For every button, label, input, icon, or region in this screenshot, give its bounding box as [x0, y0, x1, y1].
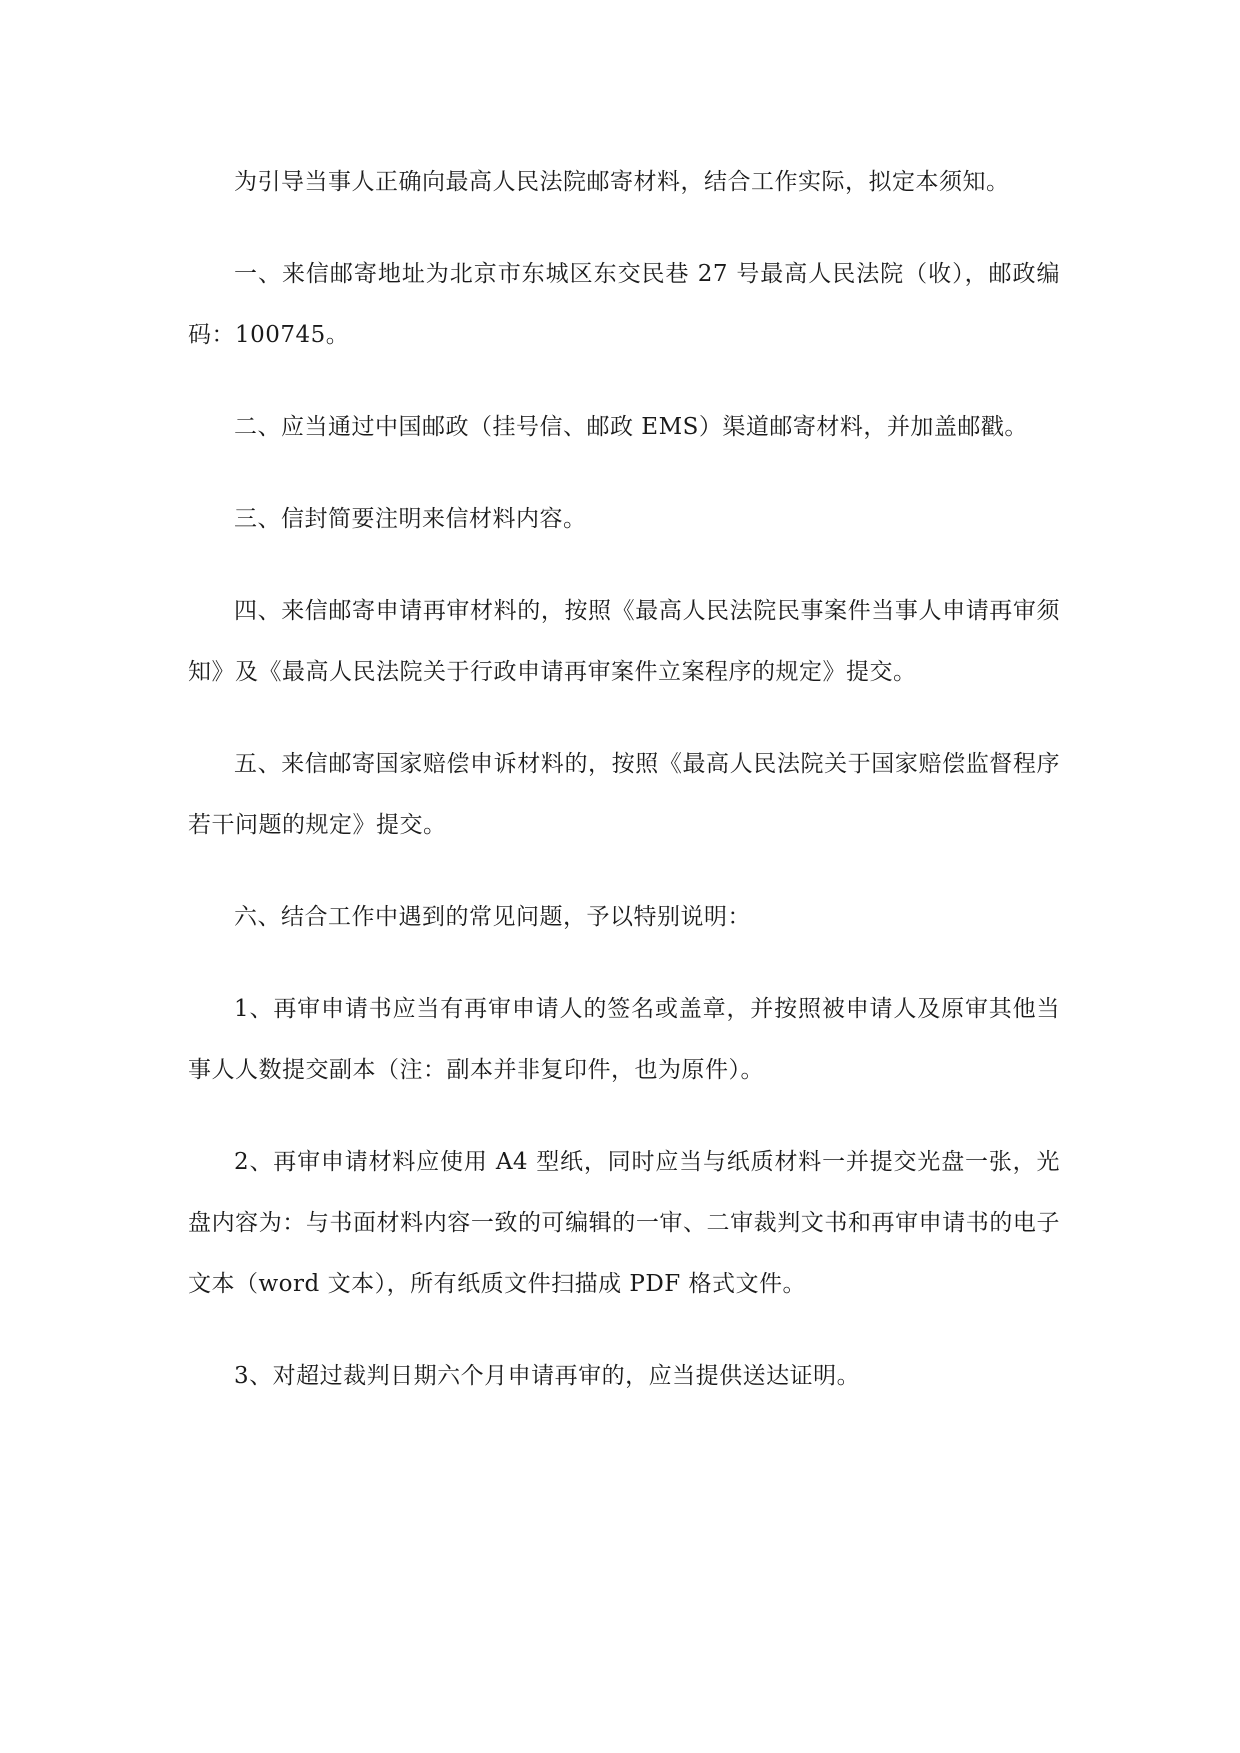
document-page: [188, 152, 1060, 1438]
note-2-paper-and-disc: 2、再审申请材料应使用 A4 型纸，同时应当与纸质材料一并提交光盘一张，光盘内容为：与书面材料内容一致的可编辑的一审、二审裁判文书和再审申请书的电子文本（word 文本），所有纸质文件扫描成 PDF 格式文件。: [188, 1149, 1060, 1297]
intro-paragraph: 为引导当事人正确向最高人民法院邮寄材料，结合工作实际，拟定本须知。: [234, 169, 1010, 195]
item-2-postal-channel: 二、应当通过中国邮政（挂号信、邮政 EMS）渠道邮寄材料，并加盖邮戳。: [234, 414, 1028, 440]
note-1-signature-copies: 1、再审申请书应当有再审申请人的签名或盖章，并按照被申请人及原审其他当事人人数提交副本（注：副本并非复印件，也为原件）。: [188, 996, 1060, 1083]
item-3-envelope-note: 三、信封简要注明来信材料内容。: [234, 506, 587, 532]
item-6-special-notes: 六、结合工作中遇到的常见问题，予以特别说明：: [234, 904, 751, 930]
item-1-mailing-address: 一、来信邮寄地址为北京市东城区东交民巷 27 号最高人民法院（收），邮政编码：100745。: [188, 261, 1060, 348]
item-5-state-compensation: 五、来信邮寄国家赔偿申诉材料的，按照《最高人民法院关于国家赔偿监督程序若干问题的规定》提交。: [188, 751, 1060, 838]
item-4-retrial-materials: 四、来信邮寄申请再审材料的，按照《最高人民法院民事案件当事人申请再审须知》及《最高人民法院关于行政申请再审案件立案程序的规定》提交。: [188, 598, 1060, 685]
note-3-service-proof: 3、对超过裁判日期六个月申请再审的，应当提供送达证明。: [234, 1363, 861, 1389]
